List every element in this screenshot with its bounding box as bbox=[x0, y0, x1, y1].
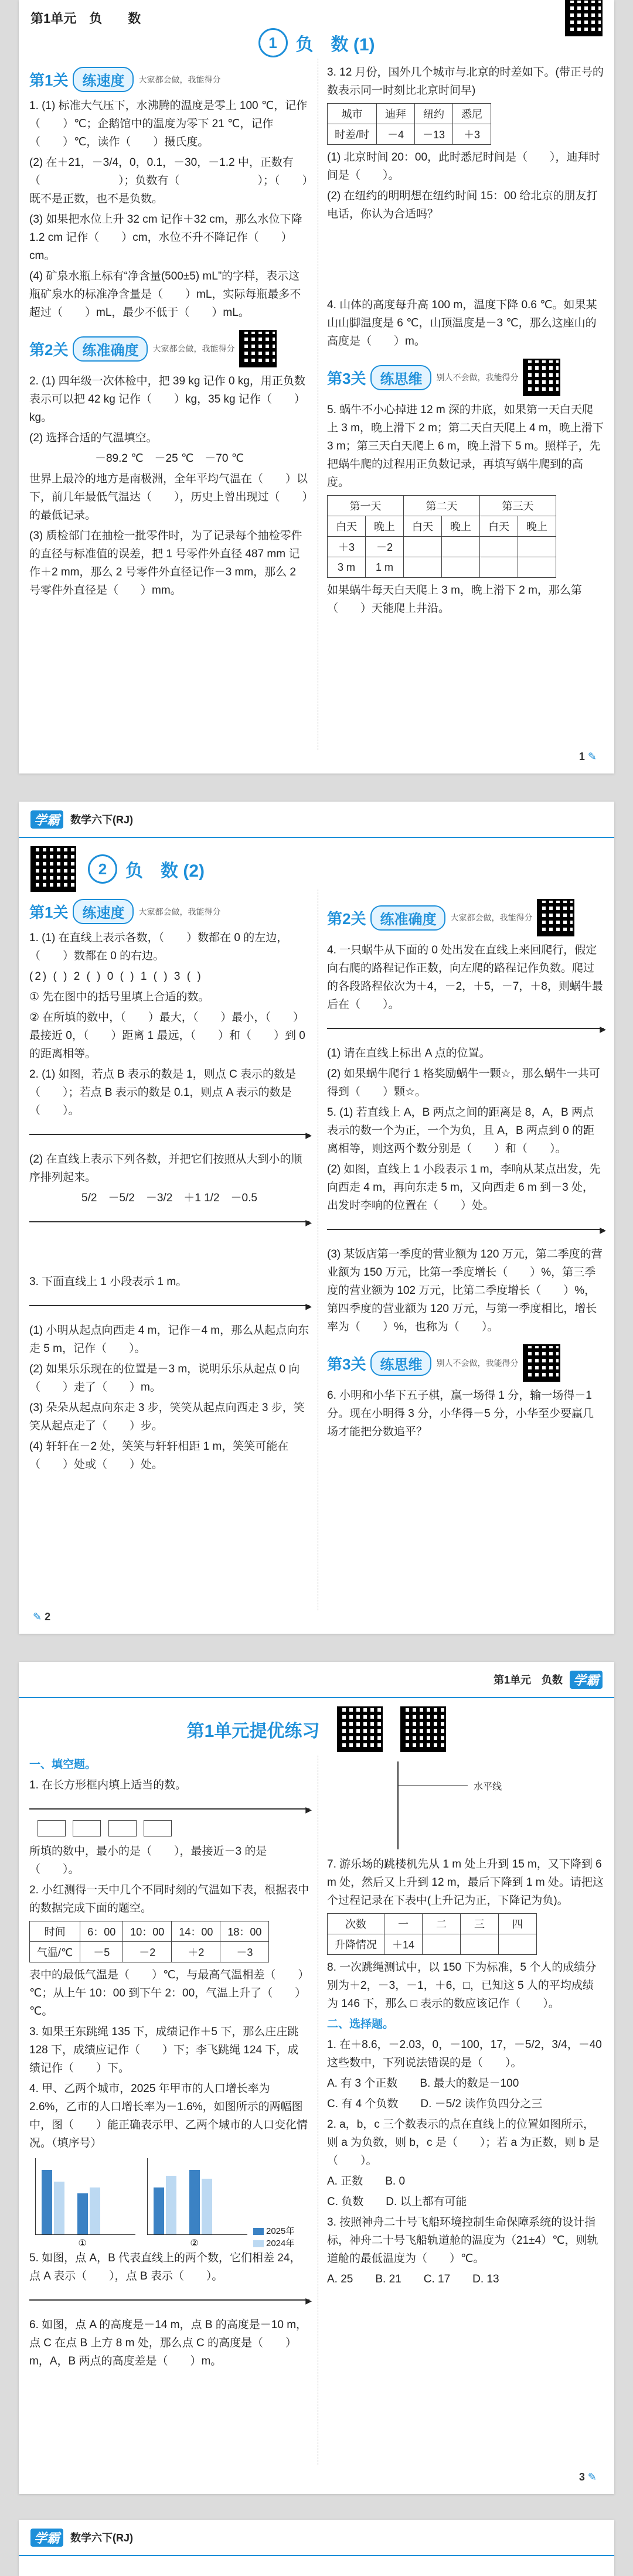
question-3-1: (1) 小明从起点向西走 4 m，记作－4 m，那么从起点向东走 5 m，记作（ ）。 bbox=[29, 1324, 309, 1355]
lesson-title bbox=[19, 28, 614, 57]
part-1-title: 一、填空题。 bbox=[29, 1759, 97, 1771]
brand-logo bbox=[30, 2529, 63, 2547]
brand-logo bbox=[570, 1671, 603, 1689]
right-column bbox=[327, 1756, 604, 2291]
section-note: 别人不会做，我能得分 bbox=[436, 373, 519, 382]
bar-2024 bbox=[202, 2179, 212, 2234]
question-1-3: (3) 如果把水位上升 32 cm 记作＋32 cm，那么水位下降 1.2 cm 记作（ ）cm，水位不升不降记作（ ）cm。 bbox=[29, 213, 302, 262]
table-cell[interactable] bbox=[518, 537, 556, 557]
bar-chart-area bbox=[35, 2158, 135, 2235]
arrow-right-icon: ▶ bbox=[305, 1130, 312, 1140]
table-cell: ＋2 bbox=[172, 1942, 220, 1962]
ride-table bbox=[327, 1913, 537, 1955]
section-badge: 练思维 bbox=[370, 1351, 431, 1376]
number-line-axis bbox=[327, 1028, 604, 1029]
question-2: 2. 小红测得一天中几个不同时刻的气温如下表，根据表中的数据完成下面的题空。 bbox=[29, 1884, 309, 1914]
legend-item: 2024年 bbox=[266, 2238, 295, 2248]
temperature-table bbox=[29, 1921, 269, 1962]
page-number bbox=[579, 2471, 597, 2483]
table-row-label: 升降情况 bbox=[328, 1934, 384, 1955]
number-line-axis bbox=[29, 2299, 309, 2301]
section-note: 大家都会做，我能得分 bbox=[152, 344, 235, 353]
page-number-text: 3 bbox=[578, 2471, 585, 2483]
arrow-right-icon: ▶ bbox=[600, 1225, 606, 1235]
question-2-1: 2. (1) 如图，若点 B 表示的数是 1，则点 C 表示的数是（ ）；若点 B 表示的数是 0.1，则点 A 表示的数是（ ）。 bbox=[29, 1068, 296, 1117]
question-8: 8. 一次跳绳测试中，以 150 下为标准，5 个人的成绩分别为＋2，－3，－1，＋6，□，已知这 5 人的平均成绩为 146 下，那么 □ 表示的数应该记作（ ）。 bbox=[327, 1961, 597, 2010]
table-header: 四 bbox=[499, 1914, 537, 1934]
table-header: 第二天 bbox=[404, 496, 480, 516]
table-header: 纽约 bbox=[415, 104, 453, 124]
table-cell[interactable] bbox=[442, 537, 480, 557]
table-cell: －3 bbox=[220, 1942, 269, 1962]
bar-2025 bbox=[77, 2193, 88, 2234]
section-note: 大家都会做，我能得分 bbox=[450, 913, 533, 922]
chart-legend bbox=[253, 2224, 294, 2249]
question-2-3: (3) 质检部门在抽检一批零件时，为了记录每个抽检零件的直径与标准值的误差，把 1 号零件外直径 487 mm 记作＋2 mm，那么 2 号零件外直径记作－3 mm，那么 2 号零件外直径是（ ）mm。 bbox=[29, 530, 302, 597]
question-5-3: (3) 某饭店第一季度的营业额为 120 万元，第二季度的营业额为 150 万元，比第一季度增长（ ）%，第三季度的营业额为 102 万元，比第二季度增长（ ）%，第四季度的营业额为 120 万元，与第一季度相比，增长率为（ ）%，也称为（ ）。 bbox=[327, 1248, 603, 1333]
table-cell[interactable] bbox=[442, 557, 480, 578]
table-subheader: 白天 bbox=[328, 516, 366, 537]
table-header: 迪拜 bbox=[377, 104, 415, 124]
qr-code-icon[interactable] bbox=[30, 846, 76, 892]
bar-2025 bbox=[189, 2170, 200, 2234]
section-number: 第2关 bbox=[327, 909, 366, 928]
unit-title: 第1单元 负数 bbox=[493, 1674, 563, 1686]
qr-code-icon[interactable] bbox=[537, 899, 574, 936]
pencil-icon: ✎ bbox=[587, 2471, 597, 2483]
section-2-header bbox=[327, 899, 604, 936]
table-header: 一 bbox=[384, 1914, 423, 1934]
table-cell: －13 bbox=[415, 124, 453, 145]
table-header: 18：00 bbox=[220, 1921, 269, 1942]
choice-2-cd[interactable]: C. 负数 D. 以上都有可能 bbox=[327, 2196, 467, 2208]
choice-1: 1. 在＋8.6，－2.03，0，－100，17，－5/2，3/4，－40 这些数中，下列说法错误的是（ ）。 bbox=[327, 2039, 602, 2069]
page-2 bbox=[19, 802, 614, 1634]
qr-code-icon[interactable] bbox=[400, 1706, 446, 1752]
question-3-4: (4) 轩轩在－2 处，笑笑与轩轩相距 1 m，笑笑可能在（ ）处或（ ）处。 bbox=[29, 1440, 289, 1471]
table-header: 14：00 bbox=[172, 1921, 220, 1942]
table-subheader: 白天 bbox=[404, 516, 442, 537]
table-cell: ＋3 bbox=[453, 124, 491, 145]
left-column bbox=[29, 63, 309, 602]
table-header: 次数 bbox=[328, 1914, 384, 1934]
page-4 bbox=[19, 2520, 614, 2576]
time-diff-table bbox=[327, 103, 491, 145]
page-number-text: 2 bbox=[45, 1611, 51, 1623]
qr-code-icon[interactable] bbox=[565, 0, 603, 36]
section-3-header bbox=[327, 1344, 604, 1382]
section-note: 大家都会做，我能得分 bbox=[138, 74, 221, 84]
question-4: 4. 甲、乙两个城市，2025 年甲市的人口增长率为 2.6%，乙市的人口增长率为－1.6%，如图所示的两幅图中，图（ ）能正确表示甲、乙两个城市的人口变化情况。（填序号） bbox=[29, 2083, 308, 2149]
section-1-header bbox=[29, 899, 309, 924]
table-cell: 3 m bbox=[328, 557, 366, 578]
section-2-header bbox=[29, 330, 309, 367]
lesson-number: 2 bbox=[88, 854, 117, 884]
question-3: 3. 下面直线上 1 小段表示 1 m。 bbox=[29, 1276, 188, 1288]
question-1-2b: ② 在所填的数中，（ ）最大，（ ）最小，（ ）最接近 0，（ ）距离 1 最远，（ ）和（ ）到 0 的距离相等。 bbox=[29, 1011, 305, 1060]
table-header: 第三天 bbox=[480, 496, 556, 516]
bar-2025 bbox=[154, 2187, 164, 2234]
table-cell[interactable] bbox=[480, 557, 518, 578]
part-2-title: 二、选择题。 bbox=[327, 2018, 394, 2030]
qr-code-icon[interactable] bbox=[337, 1706, 383, 1752]
table-subheader: 晚上 bbox=[366, 516, 404, 537]
numbers-to-plot: 5/2 －5/2 －3/2 ＋1 1/2 －0.5 bbox=[81, 1192, 257, 1204]
number-line-blanks: (2) ( ) 2 ( ) 0 ( ) 1 ( ) 3 ( ) bbox=[29, 970, 203, 983]
question-2-2-text: 世界上最冷的地方是南极洲，全年平均气温在（ ）以下，前几年最低气温达（ ），历史上曾出现过（ ）的最低记录。 bbox=[29, 473, 308, 522]
book-title: 数学六下(RJ) bbox=[70, 2532, 134, 2544]
number-line-lixiang bbox=[327, 1218, 604, 1242]
bar-2025 bbox=[42, 2170, 52, 2234]
right-column bbox=[327, 63, 604, 620]
table-header: 10：00 bbox=[123, 1921, 172, 1942]
question-3: 3. 12 月份，国外几个城市与北京的时差如下。(带正号的数表示同一时刻比北京时间早) bbox=[327, 66, 604, 97]
choice-3-options[interactable]: A. 25 B. 21 C. 17 D. 13 bbox=[327, 2273, 499, 2285]
question-3: 3. 如果王东跳绳 135 下，成绩记作＋5 下，那么庄庄跳 128 下，成绩应记作（ ）下；李飞跳绳 124 下，成绩记作（ ）下。 bbox=[29, 2026, 299, 2074]
table-header: 二 bbox=[423, 1914, 461, 1934]
table-cell[interactable] bbox=[461, 1934, 499, 1955]
question-4: 4. 一只蜗牛从下面的 0 处出发在直线上来回爬行，假定向右爬的路程记作正数，向左爬的路程记作负数。爬过的各段路程依次为＋4，－2，＋5，－7，＋8，则蜗牛最后在（ ）。 bbox=[327, 944, 603, 1011]
choice-1-ab[interactable]: A. 有 3 个正数 B. 最大的数是－100 bbox=[327, 2077, 519, 2090]
legend-item: 2025年 bbox=[266, 2226, 295, 2236]
table-cell: －2 bbox=[366, 537, 404, 557]
number-line-blank[interactable] bbox=[29, 1211, 312, 1234]
section-note: 别人不会做，我能得分 bbox=[436, 1358, 519, 1368]
question-5-1: 5. (1) 若直线上 A，B 两点之间的距离是 8，A，B 两点表示的数一个为正，一个为负，且 A，B 两点到 0 的距离相等，则这两个数分别是（ ）和（ ）。 bbox=[327, 1106, 595, 1155]
table-subheader: 晚上 bbox=[442, 516, 480, 537]
question-2-2: (2) 在直线上表示下列各数，并把它们按照从大到小的顺序排列起来。 bbox=[29, 1153, 302, 1184]
question-1: 1. 在长方形框内填上适当的数。 bbox=[29, 1779, 187, 1791]
figure-label: ① bbox=[78, 2238, 87, 2248]
table-header: 三 bbox=[461, 1914, 499, 1934]
arrow-right-icon: ▶ bbox=[305, 2296, 312, 2305]
choice-2-ab[interactable]: A. 正数 B. 0 bbox=[327, 2175, 406, 2187]
table-cell[interactable] bbox=[404, 537, 442, 557]
question-2-b: 表中的最低气温是（ ）℃，与最高气温相差（ ）℃；从上午 10：00 到下午 2：00，气温上升了（ ）℃。 bbox=[29, 1969, 309, 2018]
table-cell: －4 bbox=[377, 124, 415, 145]
bar-2024 bbox=[90, 2187, 100, 2234]
number-line-axis bbox=[29, 1305, 309, 1306]
number-line-axis bbox=[29, 1808, 309, 1810]
vertical-axis bbox=[397, 1761, 399, 1849]
unit-title: 第1单元 负 数 bbox=[30, 11, 141, 26]
bar-2024 bbox=[166, 2176, 176, 2234]
number-line-west-east bbox=[29, 1294, 312, 1318]
question-6: 6. 小明和小华下五子棋，赢一场得 1 分，输一场得－1 分。现在小明得 3 分，小华得－5 分，小华至少要赢几场才能把分数追平？ bbox=[327, 1389, 594, 1438]
number-line-axis bbox=[327, 1229, 604, 1230]
section-badge: 练准确度 bbox=[73, 336, 148, 362]
population-chart-2 bbox=[141, 2155, 247, 2249]
number-line-snail bbox=[327, 1017, 604, 1041]
lesson-title bbox=[88, 854, 205, 884]
lesson-name: 负 数 (1) bbox=[295, 35, 375, 54]
question-1-1: 1. (1) 在直线上表示各数，（ ）数都在 0 的左边，（ ）数都在 0 的右边。 bbox=[29, 932, 288, 962]
section-badge: 练准确度 bbox=[370, 905, 445, 931]
table-header: 时间 bbox=[30, 1921, 80, 1942]
page-3 bbox=[19, 1662, 614, 2494]
arrow-right-icon: ▶ bbox=[305, 1805, 312, 1814]
right-column bbox=[327, 895, 604, 1443]
number-line-abc bbox=[29, 1123, 312, 1147]
choice-2: 2. a，b，c 三个数表示的点在直线上的位置如图所示，则 a 为负数，则 b，c 是（ ）；若 a 为正数，则 b 是（ ）。 bbox=[327, 2118, 600, 2167]
snail-table bbox=[327, 495, 556, 578]
page-3-header bbox=[19, 1662, 614, 1698]
section-badge: 练速度 bbox=[73, 899, 134, 924]
question-3-3: (3) 朵朵从起点向东走 3 步，笑笑从起点向西走 3 步，笑笑从起点走了（ ）步。 bbox=[29, 1402, 305, 1432]
question-5: 5. 如图，点 A，B 代表直线上的两个数，它们相差 24，点 A 表示（ ），点 B 表示（ ）。 bbox=[29, 2252, 301, 2282]
page-2-header bbox=[19, 802, 614, 838]
table-subheader: 晚上 bbox=[518, 516, 556, 537]
bar-chart-area bbox=[147, 2158, 247, 2235]
table-header: 悉尼 bbox=[453, 104, 491, 124]
left-column bbox=[29, 1756, 312, 2373]
question-3-2: (2) 在纽约的明明想在纽约时间 15：00 给北京的朋友打电话，你认为合适吗？ bbox=[327, 190, 598, 220]
question-3-2: (2) 如果乐乐现在的位置是－3 m，说明乐乐从起点 0 向（ ）走了（ ）m。 bbox=[29, 1363, 300, 1393]
qr-code-icon[interactable] bbox=[523, 359, 560, 396]
section-number: 第2关 bbox=[29, 340, 69, 359]
pencil-icon: ✎ bbox=[587, 751, 597, 762]
question-1-2: (2) 在＋21，－3/4，0，0.1，－30，－1.2 中，正数有（ ）；负数有（ ）；（ ）既不是正数，也不是负数。 bbox=[29, 156, 308, 205]
arrow-right-icon: ▶ bbox=[600, 1024, 606, 1034]
lesson-number: 1 bbox=[258, 28, 288, 57]
lesson-name: 负 数 (2) bbox=[125, 861, 205, 881]
section-badge: 练思维 bbox=[370, 365, 431, 390]
question-6: 6. 如图，点 A 的高度是－14 m，点 B 的高度是－10 m，点 C 在点 B 上方 8 m 处，那么点 C 的高度是（ ）m，A，B 两点的高度差是（ ）m。 bbox=[29, 2319, 308, 2367]
question-2-2: (2) 选择合适的气温填空。 bbox=[29, 432, 158, 444]
table-cell[interactable] bbox=[499, 1934, 537, 1955]
pencil-icon: ✎ bbox=[33, 1611, 42, 1623]
section-badge: 练速度 bbox=[73, 67, 134, 92]
answer-box[interactable] bbox=[38, 1820, 66, 1836]
question-5-b: 如果蜗牛每天白天爬上 3 m，晚上滑下 2 m，那么第（ ）天能爬上井沿。 bbox=[327, 584, 582, 615]
question-4: 4. 山体的高度每升高 100 m，温度下降 0.6 ℃。如果某山山脚温度是 6 ℃，山顶温度是－3 ℃，那么这座山的高度是（ ）m。 bbox=[327, 299, 597, 347]
section-note: 大家都会做，我能得分 bbox=[138, 907, 221, 916]
table-cell[interactable] bbox=[404, 557, 442, 578]
question-5-2: (2) 如图，直线上 1 小段表示 1 m，李响从某点出发，先向西走 4 m，再向东走 5 m，又向西走 6 m 到－3 处，出发时李响的位置在（ ）处。 bbox=[327, 1163, 601, 1212]
page-number-text: 1 bbox=[578, 751, 585, 762]
table-cell: －5 bbox=[80, 1942, 123, 1962]
answer-box[interactable] bbox=[108, 1820, 137, 1836]
answer-box[interactable] bbox=[144, 1820, 172, 1836]
table-header: 第一天 bbox=[328, 496, 404, 516]
brand-logo bbox=[30, 810, 63, 829]
brand-logo-text: 学霸 bbox=[570, 1671, 603, 1689]
brand-logo-text: 学霸 bbox=[30, 810, 63, 829]
question-4-2: (2) 如果蜗牛爬行 1 格奖励蜗牛一颗☆，那么蜗牛一共可得到（ ）颗☆。 bbox=[327, 1068, 600, 1098]
section-1-header bbox=[29, 67, 309, 92]
arrow-right-icon: ▶ bbox=[305, 1218, 312, 1227]
table-subheader: 白天 bbox=[480, 516, 518, 537]
bar-2024 bbox=[54, 2182, 64, 2234]
question-1-2a: ① 先在图中的括号里填上合适的数。 bbox=[29, 991, 210, 1003]
qr-code-icon[interactable] bbox=[239, 330, 277, 367]
page-title: 第1单元提优练习 bbox=[186, 1722, 320, 1741]
arrow-right-icon: ▶ bbox=[305, 1301, 312, 1311]
table-header: 城市 bbox=[328, 104, 377, 124]
table-cell: 1 m bbox=[366, 557, 404, 578]
table-cell[interactable] bbox=[480, 537, 518, 557]
number-line-axis bbox=[29, 1134, 309, 1135]
question-1-1: 1. (1) 标准大气压下，水沸腾的温度是零上 100 ℃，记作（ ）℃；企鹅馆中的温度为零下 21 ℃，记作（ ）℃，读作（ ）摄氏度。 bbox=[29, 100, 308, 148]
page-number bbox=[579, 751, 597, 763]
water-line bbox=[397, 1785, 468, 1786]
choice-3: 3. 按照神舟二十号飞船环境控制生命保障系统的设计指标，神舟二十号飞船轨道舱的温度为（21±4）℃，则轨道舱的最低温度为（ ）℃。 bbox=[327, 2216, 598, 2265]
number-line-ab bbox=[29, 2289, 312, 2312]
question-5: 5. 蜗牛不小心掉进 12 m 深的井底，如果第一天白天爬上 3 m，晚上滑下 2 m；第二天白天爬上 4 m，晚上滑下 3 m；第三天白天爬上 6 m，晚上滑下 5 m。照样子，先把蜗牛爬的过程用正负数记录，再填写蜗牛爬到的高度。 bbox=[327, 404, 604, 489]
table-header: 6：00 bbox=[80, 1921, 123, 1942]
table-cell: ＋3 bbox=[328, 537, 366, 557]
question-7: 7. 游乐场的跳楼机先从 1 m 处上升到 15 m，又下降到 6 m 处，然后又上升到 12 m，最后下降到 1 m 处。请把这个过程记录在下表中(上升记为正，下降记为负)。 bbox=[327, 1858, 604, 1907]
question-1-b: 所填的数中，最小的是（ ），最接近－3 的是（ ）。 bbox=[29, 1845, 267, 1876]
answer-box[interactable] bbox=[73, 1820, 101, 1836]
page-1 bbox=[19, 0, 614, 774]
page-number bbox=[33, 1611, 50, 1623]
figure-label: ② bbox=[190, 2238, 199, 2248]
section-3-header bbox=[327, 359, 604, 396]
number-line-boxes bbox=[29, 1798, 312, 1839]
qr-code-icon[interactable] bbox=[523, 1344, 560, 1382]
table-cell[interactable] bbox=[423, 1934, 461, 1955]
number-line-axis bbox=[29, 1221, 309, 1222]
table-cell: －2 bbox=[123, 1942, 172, 1962]
height-diagram bbox=[327, 1756, 604, 1855]
population-chart-1 bbox=[29, 2155, 135, 2249]
left-column bbox=[29, 895, 312, 1476]
question-2-1: 2. (1) 四年级一次体检中，把 39 kg 记作 0 kg，用正负数表示可以把 42 kg 记作（ ）kg，35 kg 记作（ ）kg。 bbox=[29, 375, 305, 424]
question-1-4: (4) 矿泉水瓶上标有“净含量(500±5) mL”的字样，表示这瓶矿泉水的标准净含量是（ ）mL，实际每瓶最多不超过（ ）mL，最少不低于（ ）mL。 bbox=[29, 270, 301, 319]
water-line-label: 水平线 bbox=[474, 1782, 502, 1792]
section-number: 第3关 bbox=[327, 369, 366, 387]
section-number: 第1关 bbox=[29, 904, 69, 921]
table-row-label: 时差/时 bbox=[328, 124, 377, 145]
book-title: 数学六下(RJ) bbox=[70, 814, 134, 826]
question-3-1: (1) 北京时间 20：00，此时悉尼时间是（ ），迪拜时间是（ ）。 bbox=[327, 151, 600, 182]
temp-options: －89.2 ℃ －25 ℃ －70 ℃ bbox=[94, 452, 244, 465]
section-number: 第1关 bbox=[29, 71, 69, 89]
brand-logo-text: 学霸 bbox=[30, 2529, 63, 2547]
table-cell[interactable] bbox=[518, 557, 556, 578]
section-number: 第3关 bbox=[327, 1355, 366, 1373]
table-row-label: 气温/℃ bbox=[30, 1942, 80, 1962]
question-4-1: (1) 请在直线上标出 A 点的位置。 bbox=[327, 1047, 491, 1059]
choice-1-cd[interactable]: C. 有 4 个负数 D. －5/2 读作负四分之三 bbox=[327, 2098, 543, 2110]
page-4-header bbox=[19, 2520, 614, 2556]
table-cell: ＋14 bbox=[384, 1934, 423, 1955]
